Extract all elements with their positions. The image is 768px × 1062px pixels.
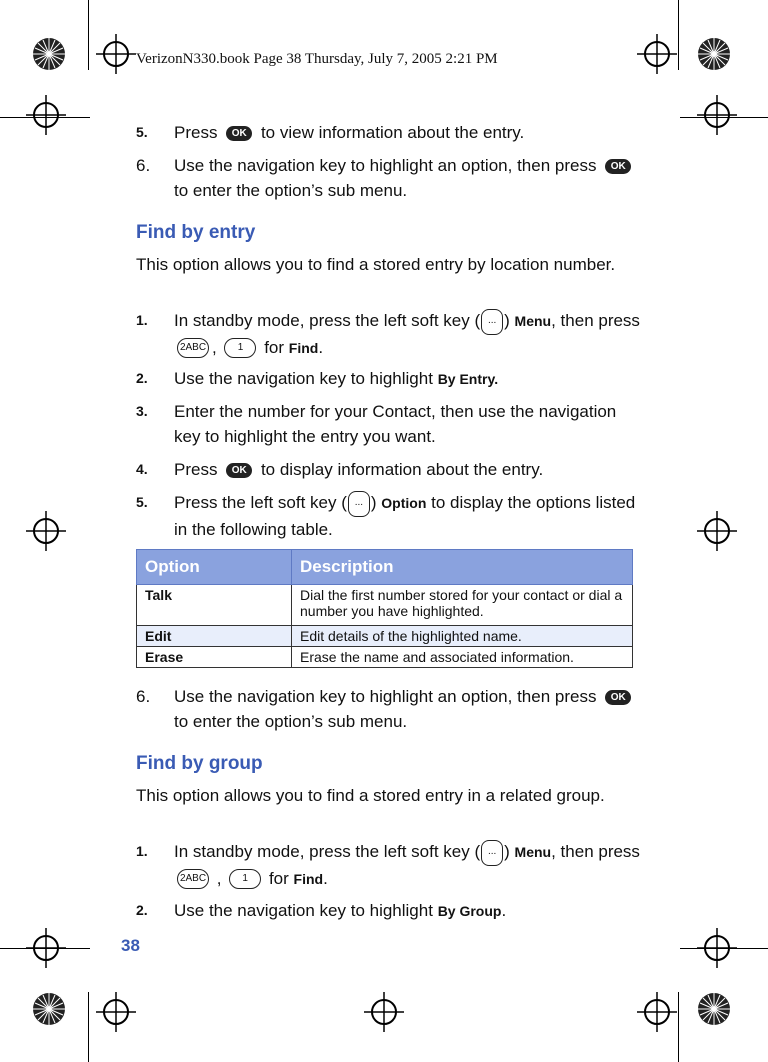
key-2-icon: 2ABC [177, 338, 209, 358]
table-row [137, 647, 633, 668]
find-by-entry-intro: This option allows you to find a stored entry by location number. [136, 255, 616, 274]
entry-step-3: 3. Enter the number for your Contact, then use the navigation key to highlight the entry you want. [136, 402, 617, 446]
entry-step-6: 6. Use the navigation key to highlight an option, then press OK to enter the option’s sub menu. [136, 684, 646, 734]
registration-target-icon [637, 992, 677, 1032]
table-cell: Erase [137, 647, 292, 668]
entry-step-5: 5. Press the left soft key ( ... ) Option to display the options listed in the following table. [136, 490, 646, 542]
registration-target-icon [96, 34, 136, 74]
starburst-mark-icon [32, 37, 66, 71]
section-heading-find-by-entry: Find by entry [136, 222, 256, 243]
table-cell: Erase the name and associated information. [292, 647, 633, 668]
table-cell: Dial the first number stored for your contact or dial a number you have highlighted. [292, 585, 633, 626]
crop-mark [678, 0, 679, 70]
registration-target-icon [26, 928, 66, 968]
table-header: Option [137, 550, 292, 585]
left-soft-key-icon: ... [348, 491, 370, 517]
registration-target-icon [637, 34, 677, 74]
table-cell: Edit [137, 626, 292, 647]
ok-key-icon: OK [605, 690, 631, 705]
options-table [136, 549, 633, 668]
step-number: 6. [136, 156, 151, 175]
print-header: VerizonN330.book Page 38 Thursday, July 7, 2005 2:21 PM [136, 51, 498, 67]
step-5-top: 5. Press OK to view information about the entry. [136, 120, 646, 145]
registration-target-icon [364, 992, 404, 1032]
page-number: 38 [121, 936, 140, 955]
key-1-icon: 1 [229, 869, 261, 889]
key-2-icon: 2ABC [177, 869, 209, 889]
registration-target-icon [96, 992, 136, 1032]
step-6-top: 6. Use the navigation key to highlight an option, then press OK to enter the option’s sub menu. [136, 153, 646, 203]
ok-key-icon: OK [226, 126, 252, 141]
registration-target-icon [26, 95, 66, 135]
registration-target-icon [697, 511, 737, 551]
registration-target-icon [697, 95, 737, 135]
entry-step-2: 2. Use the navigation key to highlight By Entry. [136, 369, 499, 388]
table-header-row [137, 550, 633, 585]
left-soft-key-icon: ... [481, 840, 503, 866]
step-number: 5. [136, 124, 148, 140]
table-cell: Talk [137, 585, 292, 626]
key-1-icon: 1 [224, 338, 256, 358]
group-step-2: 2. Use the navigation key to highlight By Group. [136, 901, 507, 920]
registration-target-icon [697, 928, 737, 968]
left-soft-key-icon: ... [481, 309, 503, 335]
section-heading-find-by-group: Find by group [136, 753, 263, 774]
registration-target-icon [26, 511, 66, 551]
table-row [137, 585, 633, 626]
starburst-mark-icon [697, 992, 731, 1026]
crop-mark [88, 992, 89, 1062]
entry-step-4: 4. Press OK to display information about the entry. [136, 460, 544, 479]
table-header: Description [292, 550, 633, 585]
starburst-mark-icon [32, 992, 66, 1026]
starburst-mark-icon [697, 37, 731, 71]
ok-key-icon: OK [605, 159, 631, 174]
ok-key-icon: OK [226, 463, 252, 478]
group-step-1: 1. In standby mode, press the left soft key ( ... ) Menu, then press 2ABC , 1 for Find. [136, 839, 646, 892]
table-cell: Edit details of the highlighted name. [292, 626, 633, 647]
find-by-group-intro: This option allows you to find a stored entry in a related group. [136, 786, 605, 805]
entry-step-1: 1. In standby mode, press the left soft key ( ... ) Menu, then press 2ABC , 1 for Find. [136, 308, 646, 361]
crop-mark [678, 992, 679, 1062]
crop-mark [88, 0, 89, 70]
table-row [137, 626, 633, 647]
